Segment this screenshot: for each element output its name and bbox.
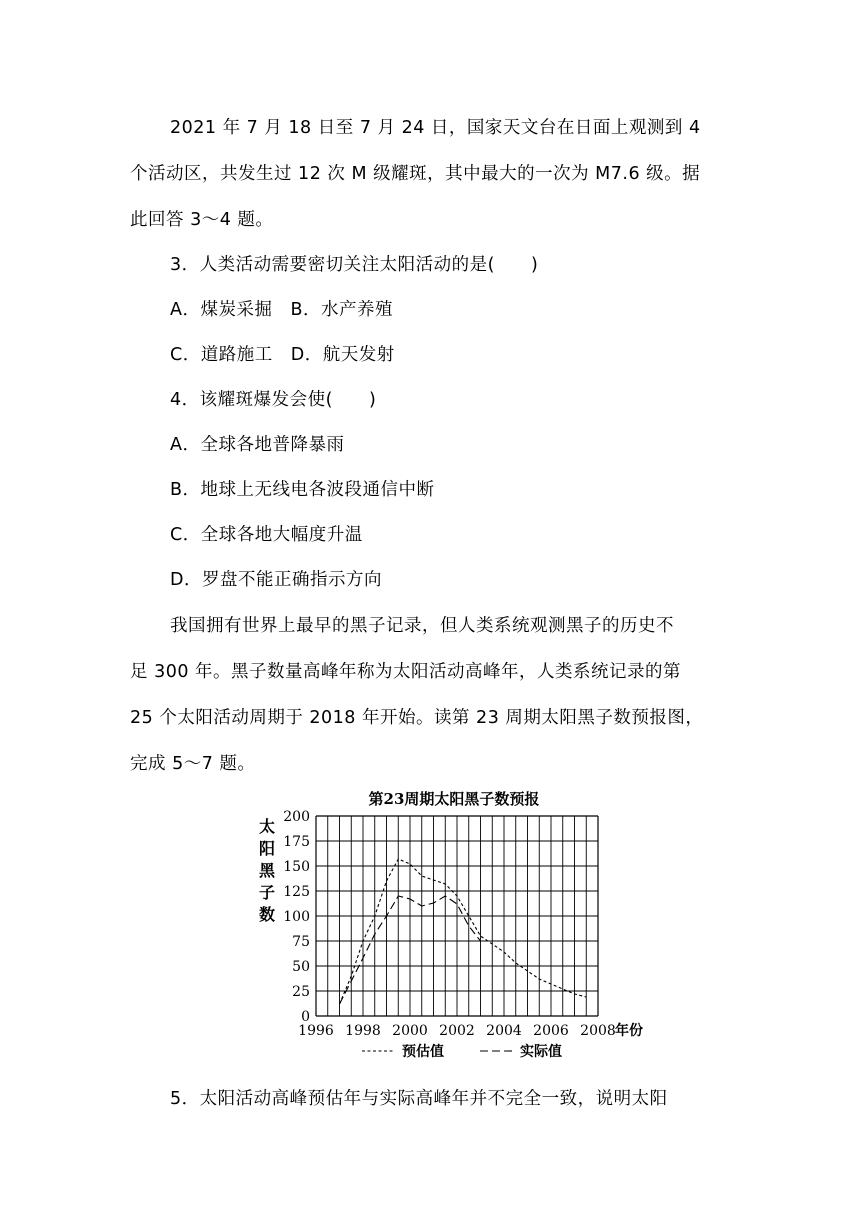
paragraph2-line4: 完成 5～7 题。 xyxy=(130,754,256,774)
series-line-forecast xyxy=(340,859,587,1004)
legend-label: 实际值 xyxy=(520,1044,562,1060)
question3-options-ab: A．煤炭采掘 B．水产养殖 xyxy=(170,300,393,320)
sunspot-forecast-chart xyxy=(250,786,670,1070)
y-tick-label: 125 xyxy=(283,884,310,900)
paragraph1-line1: 2021 年 7 月 18 日至 7 月 24 日，国家天文台在日面上观测到 4 xyxy=(170,118,701,138)
x-tick-label: 2004 xyxy=(486,1023,522,1039)
chart-x-axis-label: 年份 xyxy=(615,1023,643,1039)
x-tick-label: 2002 xyxy=(439,1023,475,1039)
question4-option-a: A．全球各地普降暴雨 xyxy=(170,435,345,455)
question4-stem: 4．该耀斑爆发会使( ) xyxy=(170,390,377,410)
question5-stem: 5．太阳活动高峰预估年与实际高峰年并不完全一致，说明太阳 xyxy=(170,1089,668,1109)
y-tick-label: 100 xyxy=(283,909,310,925)
chart-y-axis-label xyxy=(259,817,276,924)
x-tick-label: 1998 xyxy=(345,1023,381,1039)
question3-stem: 3．人类活动需要密切关注太阳活动的是( ) xyxy=(170,255,539,275)
x-tick-label: 2000 xyxy=(392,1023,428,1039)
chart-x-ticks xyxy=(298,1023,616,1039)
chart-title: 第23周期太阳黑子数预报 xyxy=(368,790,540,808)
chart-legend xyxy=(362,1043,562,1060)
y-tick-label: 0 xyxy=(301,1009,310,1025)
x-tick-label: 1996 xyxy=(298,1023,334,1039)
y-tick-label: 25 xyxy=(292,984,310,1000)
paragraph2-line3: 25 个太阳活动周期于 2018 年开始。读第 23 周期太阳黑子数预报图， xyxy=(130,708,704,728)
y-axis-label-char: 子 xyxy=(258,883,276,902)
question4-option-c: C．全球各地大幅度升温 xyxy=(170,525,363,545)
question4-option-d: D．罗盘不能正确指示方向 xyxy=(170,570,382,590)
y-tick-label: 175 xyxy=(283,834,310,850)
x-tick-label: 2006 xyxy=(533,1023,569,1039)
y-tick-label: 50 xyxy=(292,959,310,975)
y-axis-label-char: 太 xyxy=(258,817,276,836)
y-tick-label: 200 xyxy=(283,809,310,825)
paragraph2-line1: 我国拥有世界上最早的黑子记录，但人类系统观测黑子的历史不 xyxy=(170,616,674,636)
chart-y-ticks xyxy=(283,809,310,1025)
x-tick-label: 2008 xyxy=(580,1023,616,1039)
y-axis-label-char: 阳 xyxy=(258,839,276,858)
paragraph2-line2: 足 300 年。黑子数量高峰年称为太阳活动高峰年，人类系统记录的第 xyxy=(130,662,682,682)
question4-option-b: B．地球上无线电各波段通信中断 xyxy=(170,480,435,500)
y-tick-label: 75 xyxy=(292,934,310,950)
y-axis-label-char: 数 xyxy=(258,905,276,924)
question3-options-cd: C．道路施工 D．航天发射 xyxy=(170,345,395,365)
paragraph1-line2: 个活动区，共发生过 12 次 M 级耀斑，其中最大的一次为 M7.6 级。据 xyxy=(130,164,701,184)
legend-label: 预估值 xyxy=(402,1044,444,1060)
y-tick-label: 150 xyxy=(283,859,310,875)
y-axis-label-char: 黑 xyxy=(258,861,276,880)
paragraph1-line3: 此回答 3～4 题。 xyxy=(130,210,274,230)
chart-series xyxy=(340,859,587,1004)
